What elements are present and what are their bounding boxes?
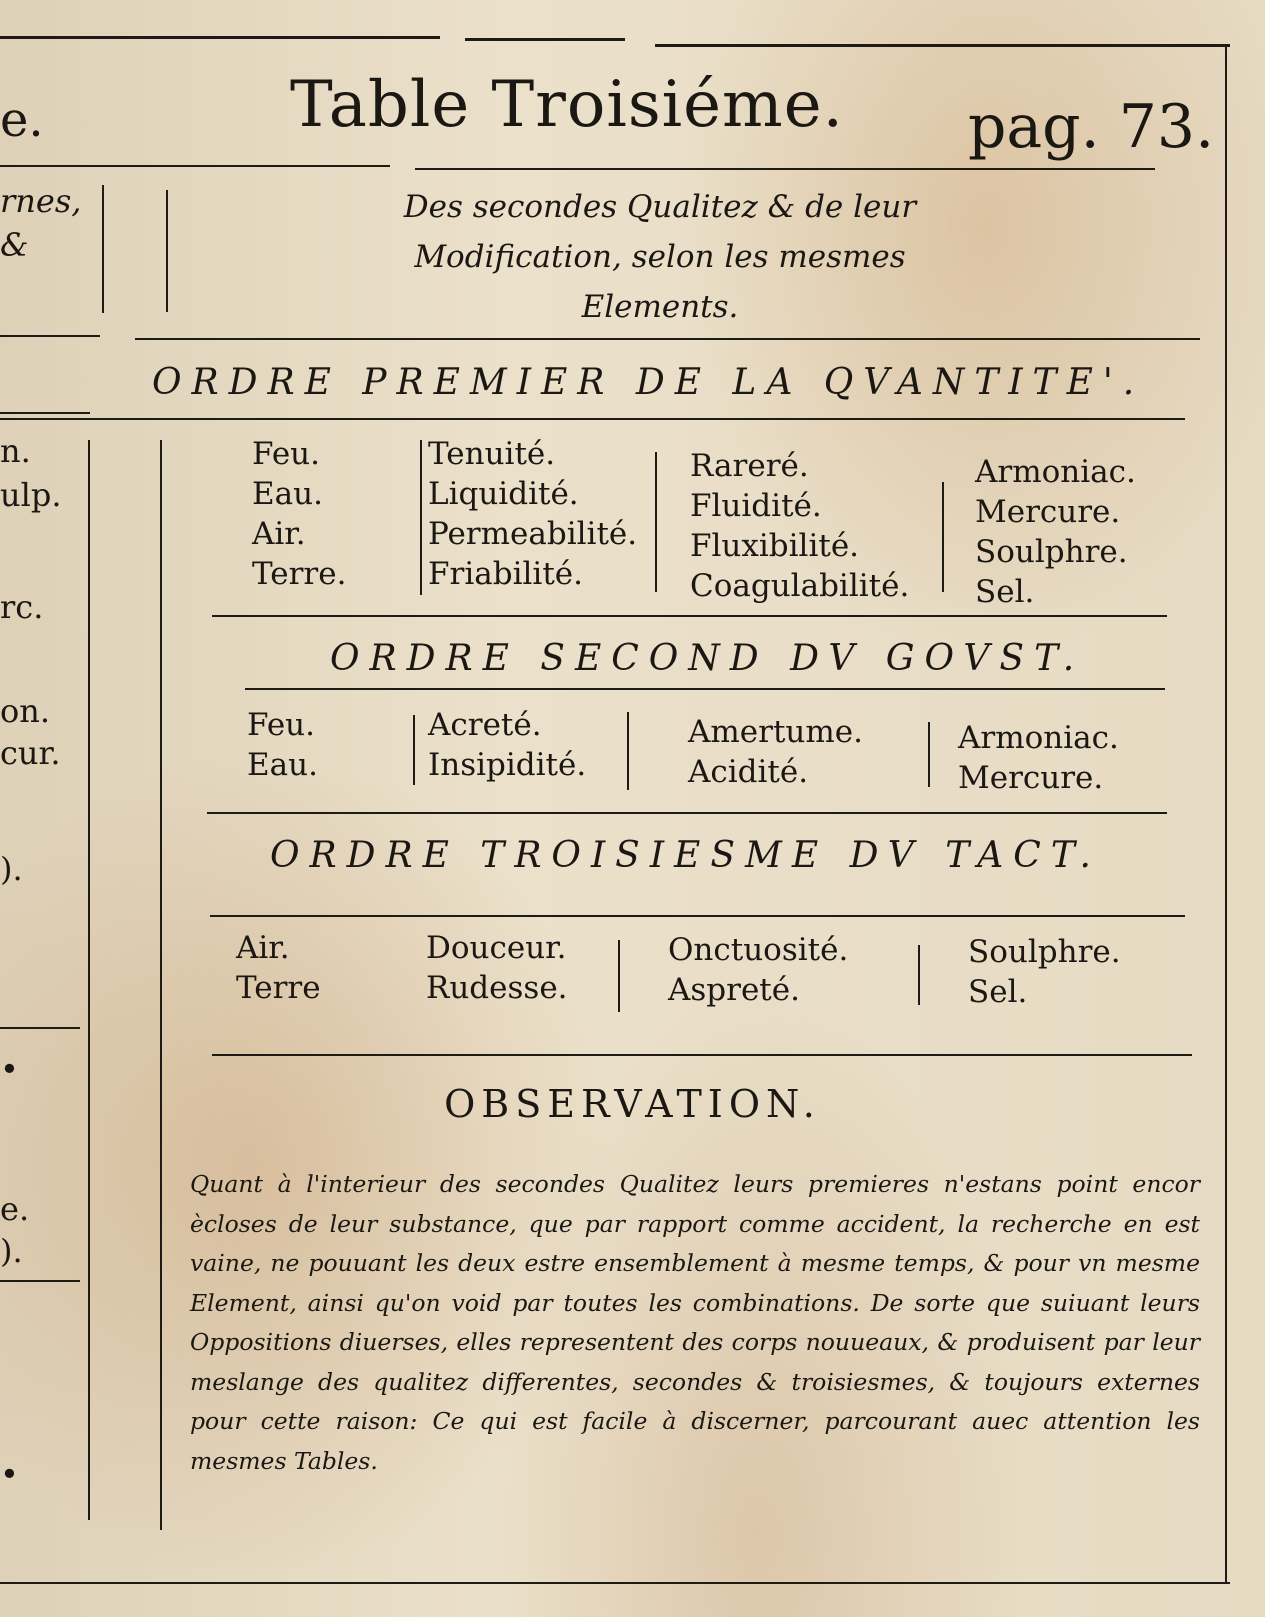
table-cell: Eau. <box>247 747 318 783</box>
table-cell: Feu. <box>252 436 320 472</box>
section-rule <box>212 615 1167 617</box>
margin-fragment: & <box>0 226 29 264</box>
order-heading: ORDRE TROISIESME DV TACT. <box>270 835 1101 876</box>
observation-text: Quant à l'interieur des secondes Qualitez leurs premieres n'estans point encor ècloses de leur substance, que par rapport comme accident, la recherche en est vaine, ne pouuant les deux estre ensemblement à mesme temps, & pour vn mesme Element, ainsi qu'on void par toutes les combinations. De sorte que suiuant leurs Oppositions diuerses, elles representent des corps nouueaux, & produisent par leur meslange des qualitez differentes, secondes & troisiesmes, & toujours externes pour cette raison: Ce qui est facile à discerner, parcourant auec attention les mesmes Tables. <box>190 1170 1200 1475</box>
section-rule <box>207 812 1167 814</box>
quality-column <box>688 712 863 792</box>
margin-fragment: rc. <box>0 588 44 626</box>
table-cell: Douceur. <box>426 930 567 966</box>
margin-rule <box>0 412 90 414</box>
margin-fragment: rnes, <box>0 182 82 220</box>
table-cell: Acidité. <box>688 754 809 790</box>
table-cell: Coagulabilité. <box>690 568 910 604</box>
margin-fragment: n. <box>0 432 31 470</box>
substance-column <box>958 718 1119 798</box>
section-rule <box>135 338 1200 340</box>
margin-fragment: ). <box>0 850 23 888</box>
subtitle-line: Des secondes Qualitez & de leur <box>403 189 917 225</box>
table-cell: Eau. <box>252 476 323 512</box>
column-divider <box>413 715 415 785</box>
quality-column <box>428 434 637 594</box>
margin-rule <box>0 1280 80 1282</box>
table-cell: Terre <box>236 970 321 1006</box>
column-divider <box>918 945 920 1005</box>
table-cell: Fluxibilité. <box>690 528 860 564</box>
section-rule <box>245 688 1165 690</box>
table-cell: Feu. <box>247 707 315 743</box>
table-cell: Acreté. <box>428 707 542 743</box>
table-cell: Insipidité. <box>428 747 587 783</box>
margin-rule <box>0 335 100 337</box>
margin-fragment: e. <box>0 1190 30 1228</box>
observation-title: OBSERVATION. <box>444 1082 821 1126</box>
table-cell: Liquidité. <box>428 476 579 512</box>
margin-fragment: on. <box>0 692 51 730</box>
left-margin-line <box>166 190 168 312</box>
table-cell: Mercure. <box>975 494 1121 530</box>
table-cell: Terre. <box>252 556 347 592</box>
column-divider <box>942 482 944 592</box>
left-margin-line <box>160 440 162 1530</box>
left-margin-line <box>88 440 90 1520</box>
element-column <box>247 705 318 785</box>
substance-column <box>968 932 1121 1012</box>
section-rule <box>212 1054 1192 1056</box>
top-rule <box>655 44 1230 47</box>
column-divider <box>627 712 629 790</box>
table-cell: Rudesse. <box>426 970 568 1006</box>
page-title: Table Troisiéme. <box>290 68 844 142</box>
table-subtitle <box>300 182 1020 332</box>
column-divider <box>655 452 657 592</box>
table-cell: Sel. <box>968 974 1028 1010</box>
table-cell: Onctuosité. <box>668 932 849 968</box>
table-cell: Air. <box>236 930 290 966</box>
table-cell: Air. <box>252 516 306 552</box>
section-rule <box>210 915 1185 917</box>
top-rule <box>465 38 625 41</box>
left-margin-line <box>102 185 104 313</box>
bottom-rule <box>0 1582 1230 1584</box>
quality-column <box>668 930 848 1010</box>
order-heading: ORDRE SECOND DV GOVST. <box>330 638 1085 679</box>
table-cell: Armoniac. <box>958 720 1119 756</box>
quality-column <box>428 705 586 785</box>
margin-fragment: ). <box>0 1232 23 1270</box>
margin-fragment: • <box>0 1050 19 1088</box>
table-cell: Sel. <box>975 574 1035 610</box>
element-column <box>236 928 321 1008</box>
right-frame-line <box>1225 44 1227 1584</box>
margin-fragment: • <box>0 1455 19 1493</box>
table-cell: Permeabilité. <box>428 516 638 552</box>
table-cell: Fluidité. <box>690 488 822 524</box>
subtitle-line: Modification, selon les mesmes <box>414 239 906 275</box>
table-cell: Mercure. <box>958 760 1104 796</box>
quality-column <box>690 446 909 606</box>
margin-fragment: cur. <box>0 734 61 772</box>
column-divider <box>420 440 422 595</box>
running-head-fragment: e. <box>0 92 44 148</box>
page-number: pag. 73. <box>968 92 1215 162</box>
quality-column <box>426 928 568 1008</box>
table-cell: Tenuité. <box>428 436 556 472</box>
table-cell: Soulphre. <box>975 534 1128 570</box>
table-cell: Armoniac. <box>975 454 1136 490</box>
element-column <box>252 434 346 594</box>
substance-column <box>975 452 1136 612</box>
table-cell: Friabilité. <box>428 556 583 592</box>
subtitle-line: Elements. <box>581 289 739 325</box>
table-cell: Soulphre. <box>968 934 1121 970</box>
top-rule <box>0 36 440 39</box>
table-cell: Amertume. <box>688 714 863 750</box>
section-rule <box>0 418 1185 420</box>
column-divider <box>618 940 620 1012</box>
header-rule <box>415 168 1155 170</box>
column-divider <box>928 722 930 787</box>
margin-fragment: ulp. <box>0 476 62 514</box>
margin-rule <box>0 1027 80 1029</box>
table-cell: Aspreté. <box>668 972 800 1008</box>
order-heading: ORDRE PREMIER DE LA QVANTITE'. <box>152 362 1145 403</box>
table-cell: Rareré. <box>690 448 809 484</box>
header-rule <box>0 165 390 167</box>
